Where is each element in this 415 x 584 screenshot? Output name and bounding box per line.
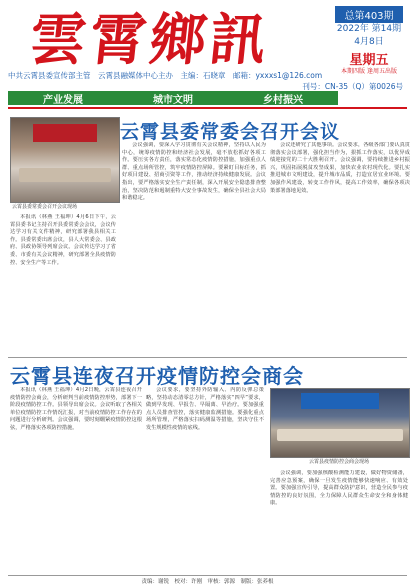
banner-item: 乡村振兴	[263, 94, 303, 106]
photo-caption: 云霄县疫情防控会商会现场	[308, 459, 369, 465]
issue-weekday: 星期五	[349, 53, 389, 68]
edition-total: 总第403期	[335, 6, 403, 23]
publisher-line: 中共云霄县委宣传部主管 云霄县融媒体中心主办 主编：石晓章 邮箱：yxxxs1@126.com	[8, 71, 323, 80]
page-footer: 责编：谢锐 校对：许刚 审核：郭源 制版：张养根	[8, 575, 407, 584]
meeting-photo	[10, 117, 120, 203]
banner-item: 产业发展	[43, 94, 83, 106]
issue-date: 4月8日	[354, 37, 384, 47]
header-rule	[8, 107, 407, 109]
paragraph: 会议还研究了其他事项。会议要求，各级各部门要认真贯彻落实会议部署，强化担当作为，狠抓工作落实，以优异成绩迎接党的二十大胜利召开。会议强调，要持续推进乡村振兴，巩固拓展脱贫攻坚成果，加快农业农村现代化。要扎实推进城市文明建设，提升城市品质，打造宜居宜业环境。要加强作风建设，转变工作作风，提高工作效率，确保各项决策部署落地见效。	[270, 142, 410, 194]
paragraph: 会议强调，要加强核酸检测能力建设，做好物资储备，完善应急预案，确保一旦发生疫情能够快速响应、有效处置。要加强宣传引导，提高群众防护意识，营造全民参与疫情防控的良好氛围，全力保障人民群众生命安全和身体健康。	[270, 470, 408, 507]
section-divider	[8, 357, 407, 358]
photo-screen	[33, 124, 97, 142]
photo-caption: 云霄县委常委会召开会议现场	[12, 204, 78, 210]
article-headline: 云霄县委常委会召开会议	[120, 121, 341, 143]
article-headline: 云霄县连夜召开疫情防控会商会	[10, 364, 304, 388]
edition-info	[335, 6, 403, 76]
newspaper-title: 雲霄鄉訊	[26, 7, 274, 73]
banner-item: 城市文明	[153, 94, 193, 106]
photo-table	[277, 429, 403, 441]
article-column	[10, 387, 142, 574]
paragraph: 本报讯（林燕 王福坤）4月2日晚，云霄县连夜召开疫情防控会商会，分析研判当前疫情防控形势，部署下一阶段疫情防控工作。县领导出席会议。会议听取了各相关单位疫情防控工作情况汇报，对当前疫情防控工作存在的问题进行分析研判。会议强调，要时刻绷紧疫情防控这根弦，严格落实各项防控措施。	[10, 387, 142, 431]
article-column	[270, 142, 410, 354]
year-issue: 2022年 第14期	[336, 24, 402, 34]
issn-number: 刊号：CN-35（Q）第0026号	[302, 82, 403, 91]
article-column	[270, 470, 408, 574]
paragraph: 本报讯（林燕 王福坤）4月6日下午，云霄县委书记主持召开县委常委会会议，会议传达学习有关文件精神，研究部署我县相关工作。县委常委出席会议，县人大常委会、县政府、县政协领导列席会议。会议传达学习了省委、市委有关会议精神，研究部署全县疫情防控、安全生产等工作。	[10, 214, 116, 266]
meeting-photo	[270, 388, 410, 458]
masthead	[8, 6, 407, 91]
article-column	[146, 387, 264, 574]
issue-note: 本期四版 逢周五出版	[341, 68, 397, 75]
paragraph: 会议强调，要深入学习贯彻有关会议精神，坚持以人民为中心，统筹疫情防控和经济社会发展，毫不放松抓好各项工作。要压实各方责任，落实常态化疫情防控措施，加强重点人群、重点场所管控，筑牢疫情防控屏障。要紧盯目标任务，抓好项目建设、招商引资等工作，推动经济持续健康发展。会议指出，要严格落实安全生产责任制，深入开展安全隐患排查整治，坚决防范和遏制重特大安全事故发生，确保全县社会大局和谐稳定。	[122, 142, 266, 202]
article-column	[10, 214, 116, 354]
paragraph: 会议要求，要坚持外防输入、内防反弹总策略，坚持动态清零总方针，严格落实“四早”要求，做到早发现、早报告、早隔离、早治疗。要加强重点人员排查管控，落实健康监测措施。要强化重点场所管理，严格落实扫码测温等措施，坚决守住不发生规模性疫情的底线。	[146, 387, 264, 431]
section-banner	[8, 91, 338, 105]
article-column	[122, 142, 266, 354]
photo-table	[19, 168, 111, 182]
photo-screen	[301, 393, 379, 409]
